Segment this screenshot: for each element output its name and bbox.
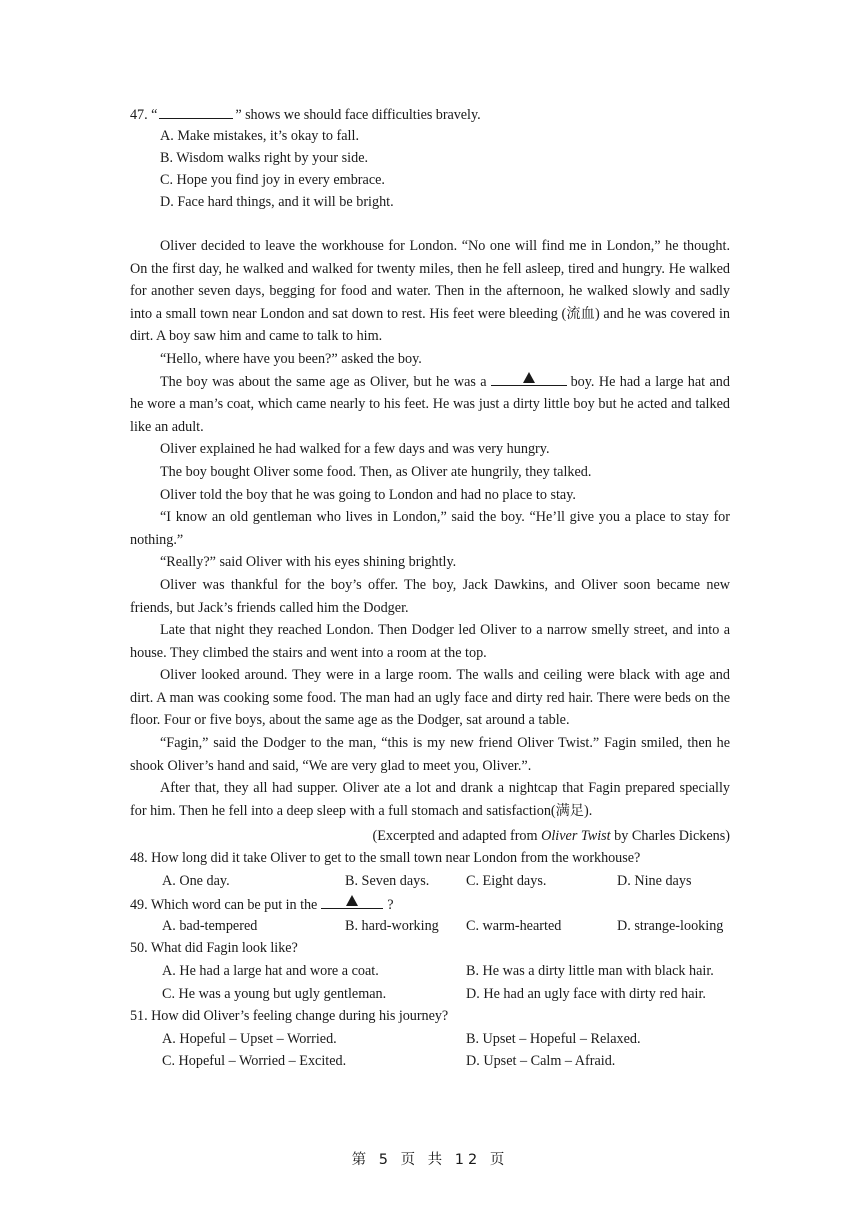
q47-number: 47.	[130, 107, 148, 123]
q48-option-a: A. One day.	[162, 873, 230, 889]
q49-option-d: D. strange-looking	[617, 918, 724, 934]
passage-paragraph: “I know an old gentleman who lives in London,” said the boy. “He’ll give you a place to stay for nothing.”	[130, 509, 730, 548]
q47-option-a: A. Make mistakes, it’s okay to fall.	[160, 128, 359, 144]
q49-option-b: B. hard-working	[345, 918, 439, 934]
passage-paragraph: “Fagin,” said the Dodger to the man, “this is my new friend Oliver Twist.” Fagin smiled, then he shook Oliver’s hand and said, “We are very glad to meet you, Oliver.”.	[130, 735, 730, 774]
q47-stem-text: ” shows we should face difficulties bravely.	[235, 107, 481, 123]
q51-option-a: A. Hopeful – Upset – Worried.	[162, 1031, 337, 1047]
source-suffix: by Charles Dickens)	[610, 828, 730, 844]
triangle-icon	[346, 895, 358, 906]
q51-option-d: D. Upset – Calm – Afraid.	[466, 1053, 616, 1069]
q51-stem: 51. How did Oliver’s feeling change during his journey?	[130, 1008, 449, 1024]
source-title: Oliver Twist	[541, 828, 611, 844]
q48-option-d: D. Nine days	[617, 873, 692, 889]
passage-paragraph: Oliver was thankful for the boy’s offer. The boy, Jack Dawkins, and Oliver soon became new friends, but Jack’s friends called him the Dodger.	[130, 576, 730, 616]
passage-paragraph: Oliver looked around. They were in a large room. The walls and ceiling were black with age and dirt. A man was cooking some food. The man had an ugly face and dirty red hair. There were beds on the floor. Four or five boys, about the same age as the Dodger, sat around a table.	[130, 667, 730, 729]
passage-paragraph: The boy bought Oliver some food. Then, as Oliver ate hungrily, they talked.	[160, 463, 592, 480]
q50-option-d: D. He had an ugly face with dirty red hair.	[466, 986, 706, 1002]
q49-blank	[321, 894, 383, 909]
q47-option-b: B. Wisdom walks right by your side.	[160, 150, 369, 166]
q50-option-a: A. He had a large hat and wore a coat.	[162, 963, 379, 979]
q49-stem	[130, 894, 394, 914]
q47-open-quote: “	[151, 107, 158, 123]
passage-paragraph: Oliver told the boy that he was going to London and had no place to stay.	[160, 486, 576, 503]
q48-option-c: C. Eight days.	[466, 873, 547, 889]
q49-stem-end: ?	[387, 897, 394, 913]
passage-blank-tail: boy. He had a large hat and he wore a man’s coat, which came nearly to his feet. He was just a dirty little boy but he acted and talked like an adult.	[130, 373, 730, 435]
q51-option-c: C. Hopeful – Worried – Excited.	[162, 1053, 347, 1069]
passage-blank-lead: The boy was about the same age as Oliver, but he was a	[160, 373, 487, 390]
q48-stem: 48. How long did it take Oliver to get to the small town near London from the workhouse?	[130, 850, 641, 866]
passage-paragraph: Oliver decided to leave the workhouse for London. “No one will find me in London,” he thought. On the first day, he walked and walked for twenty miles, then he fell asleep, tired and hungry. He walked for another seven days, begging for food and water. Then in the afternoon, he walked slowly and sadly into a small town near London and sat down to rest. His feet were bleeding (流血) and he was covered in dirt. A boy saw him and came to talk to him.	[130, 238, 730, 345]
page-number-footer: 第 5 页 共 12 页	[351, 1152, 509, 1168]
triangle-icon	[523, 372, 535, 383]
q51-option-b: B. Upset – Hopeful – Relaxed.	[466, 1031, 641, 1047]
passage-paragraph-with-blank	[130, 371, 730, 439]
q47-stem	[130, 104, 481, 124]
q50-option-b: B. He was a dirty little man with black hair.	[466, 963, 714, 979]
q47-option-c: C. Hope you find joy in every embrace.	[160, 172, 385, 188]
passage-paragraph: “Hello, where have you been?” asked the boy.	[160, 350, 422, 367]
q50-option-c: C. He was a young but ugly gentleman.	[162, 986, 387, 1002]
passage-paragraph: Oliver explained he had walked for a few days and was very hungry.	[160, 441, 550, 458]
passage-source	[373, 827, 731, 845]
reading-passage	[130, 235, 730, 822]
passage-paragraph: “Really?” said Oliver with his eyes shining brightly.	[160, 554, 457, 571]
passage-paragraph: Late that night they reached London. Then Dodger led Oliver to a narrow smelly street, and into a house. They climbed the stairs and went into a room at the top.	[130, 622, 730, 661]
passage-paragraph: After that, they all had supper. Oliver ate a lot and drank a nightcap that Fagin prepared specially for him. Then he fell into a deep sleep with a full stomach and satisfaction(满足).	[130, 780, 730, 819]
q48-option-b: B. Seven days.	[345, 873, 430, 889]
q49-option-a: A. bad-tempered	[162, 918, 258, 934]
q49-option-c: C. warm-hearted	[466, 918, 562, 934]
q47-blank	[159, 104, 233, 119]
passage-blank	[491, 371, 567, 386]
q49-stem-text: 49. Which word can be put in the	[130, 897, 318, 913]
source-prefix: (Excerpted and adapted from	[372, 828, 542, 844]
q47-option-d: D. Face hard things, and it will be bright.	[160, 194, 394, 210]
q50-stem: 50. What did Fagin look like?	[130, 940, 298, 956]
